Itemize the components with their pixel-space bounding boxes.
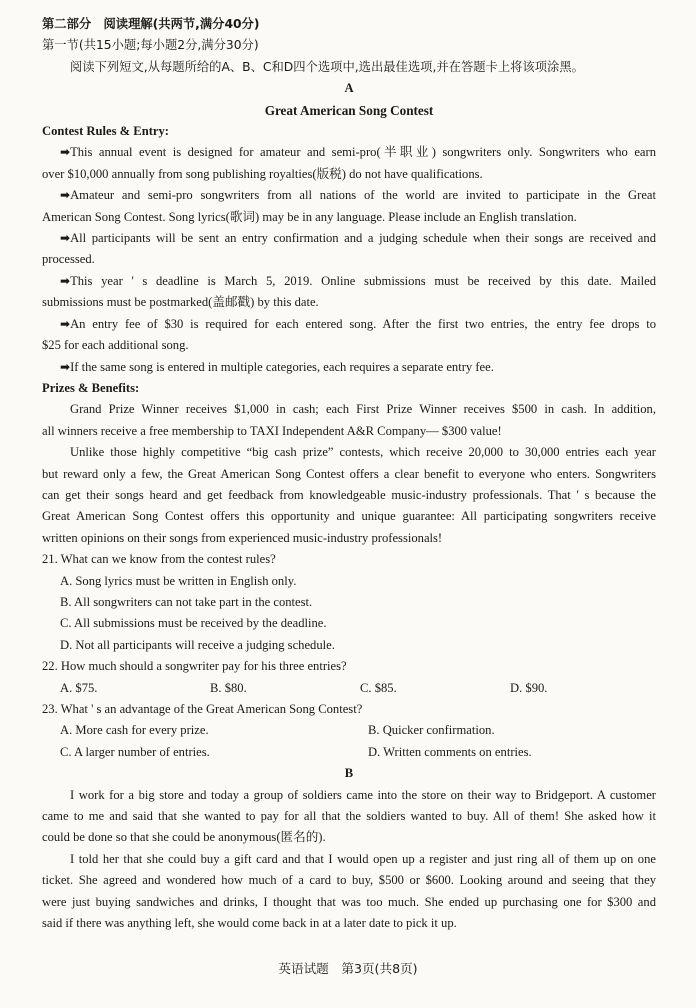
rules-list	[42, 142, 656, 377]
part-heading: 第二部分 阅读理解(共两节,满分40分)	[42, 17, 260, 31]
prizes-heading: Prizes & Benefits:	[42, 380, 140, 395]
page-footer: 英语试题 第3页(共8页)	[278, 961, 418, 976]
instruction: 阅读下列短文,从每题所给的A、B、C和D四个选项中,选出最佳选项,并在答题卡上将该项涂黑。	[70, 59, 584, 74]
option-c: C. $85.	[360, 680, 397, 695]
rule-line: ➡An entry fee of $30 is required for each entered song. After the first two entries, the entry fee drops to	[60, 316, 656, 331]
question-21	[42, 549, 656, 656]
option-b: B. $80.	[210, 680, 247, 695]
option-b: B. All songwriters can not take part in the contest.	[60, 594, 313, 609]
passage-b-line: were just buying sandwiches and drinks, I thought that was too much. She ended up purchasing one for $300 and	[42, 894, 656, 909]
passage-b-line: I told her that she could buy a gift card and that I would open up a register and just ring all of them up on one	[70, 851, 656, 866]
prizes-line: all winners receive a free membership to TAXI Independent A&R Company— $300 value!	[42, 423, 502, 438]
rule-line: submissions must be postmarked(盖邮戳) by this date.	[42, 295, 319, 310]
option-d: D. $90.	[510, 680, 548, 695]
arrow-icon: ➡	[60, 145, 71, 160]
option-c: C. A larger number of entries.	[60, 744, 210, 759]
option-a: A. Song lyrics must be written in English only.	[60, 573, 297, 588]
passage-a-title: Great American Song Contest	[264, 102, 434, 118]
passage-b-line: said if there was anything left, she would come back in at a later date to pick it up.	[42, 916, 457, 931]
passage-b-line: came to me and said that she wanted to pay for all that the soldiers wanted to buy. All of them! She asked how it	[42, 809, 656, 824]
options-row	[42, 678, 656, 699]
rule-line: $25 for each additional song.	[42, 338, 189, 353]
prizes-line: Unlike those highly competitive “big cash prize” contests, which receive 20,000 to 30,000 entries each year	[70, 445, 656, 460]
arrow-icon: ➡	[60, 359, 71, 374]
options-row	[42, 720, 656, 741]
prizes-line: written opinions on their songs from experienced music-industry professionals!	[42, 530, 443, 545]
rule-line: ➡If the same song is entered in multiple categories, each requires a separate entry fee.	[60, 359, 494, 374]
options-row	[42, 742, 656, 763]
arrow-icon: ➡	[60, 273, 71, 288]
passage-b-line: could be done so that she could be anonymous(匿名的).	[42, 830, 326, 845]
question-stem: 23. What ' s an advantage of the Great American Song Contest?	[42, 702, 363, 716]
passage-b-line: I work for a big store and today a group of soldiers came into the store on their way to Bridgeport. A customer	[70, 787, 656, 802]
rule-line: ➡This annual event is designed for amateur and semi-pro(半职业) songwriters only. Songwriters who earn	[60, 145, 656, 160]
arrow-icon: ➡	[60, 188, 71, 203]
rule-line: American Song Contest. Song lyrics(歌词) may be in any language. Please include an English translation.	[42, 209, 577, 224]
passage-b-line: ticket. She agreed and wondered how much of a card to buy, $500 or $600. Looking around and seeing that they	[42, 873, 656, 888]
prizes-line: Great American Song Contest offers this opportunity and unique guarantee: All participating songwriters receive	[42, 509, 656, 524]
prizes-line: Grand Prize Winner receives $1,000 in cash; each First Prize Winner receives $500 in cash. In addition,	[70, 402, 656, 417]
arrow-icon: ➡	[60, 316, 71, 331]
option-a: A. More cash for every prize.	[60, 723, 209, 738]
rule-line: ➡Amateur and semi-pro songwriters from all nations of the world are invited to participate in the Great	[60, 188, 656, 203]
question-22	[42, 656, 656, 699]
option-d: D. Not all participants will receive a judging schedule.	[60, 637, 335, 652]
rule-line: processed.	[42, 252, 95, 267]
rule-line: over $10,000 annually from song publishing royalties(版税) do not have qualifications.	[42, 166, 483, 181]
passage-b-letter: B	[344, 766, 354, 781]
option-d: D. Written comments on entries.	[368, 744, 532, 759]
arrow-icon: ➡	[60, 231, 71, 246]
prizes-line: but reward only a few, the Great American Song Contest offers a clear benefit to everyone who enters. Songwriters	[42, 466, 656, 481]
rule-line: ➡This year ' s deadline is March 5, 2019. Online submissions must be received by this date. Mailed	[60, 273, 656, 288]
option-b: B. Quicker confirmation.	[368, 723, 495, 738]
question-stem: 22. How much should a songwriter pay for his three entries?	[42, 659, 347, 674]
option-c: C. All submissions must be received by the deadline.	[60, 616, 327, 631]
rules-heading: Contest Rules & Entry:	[42, 124, 169, 139]
question-stem: 21. What can we know from the contest rules?	[42, 552, 276, 567]
option-a: A. $75.	[60, 680, 98, 695]
question-23	[42, 699, 656, 763]
section-heading: 第一节(共15小题;每小题2分,满分30分)	[42, 38, 259, 53]
rule-line: ➡All participants will be sent an entry confirmation and a judging schedule when their songs are received and	[60, 231, 656, 246]
passage-a-letter: A	[344, 81, 354, 96]
prizes-line: can get their songs heard and get feedback from knowledgeable music-industry professionals. That ' s because the	[42, 487, 656, 502]
